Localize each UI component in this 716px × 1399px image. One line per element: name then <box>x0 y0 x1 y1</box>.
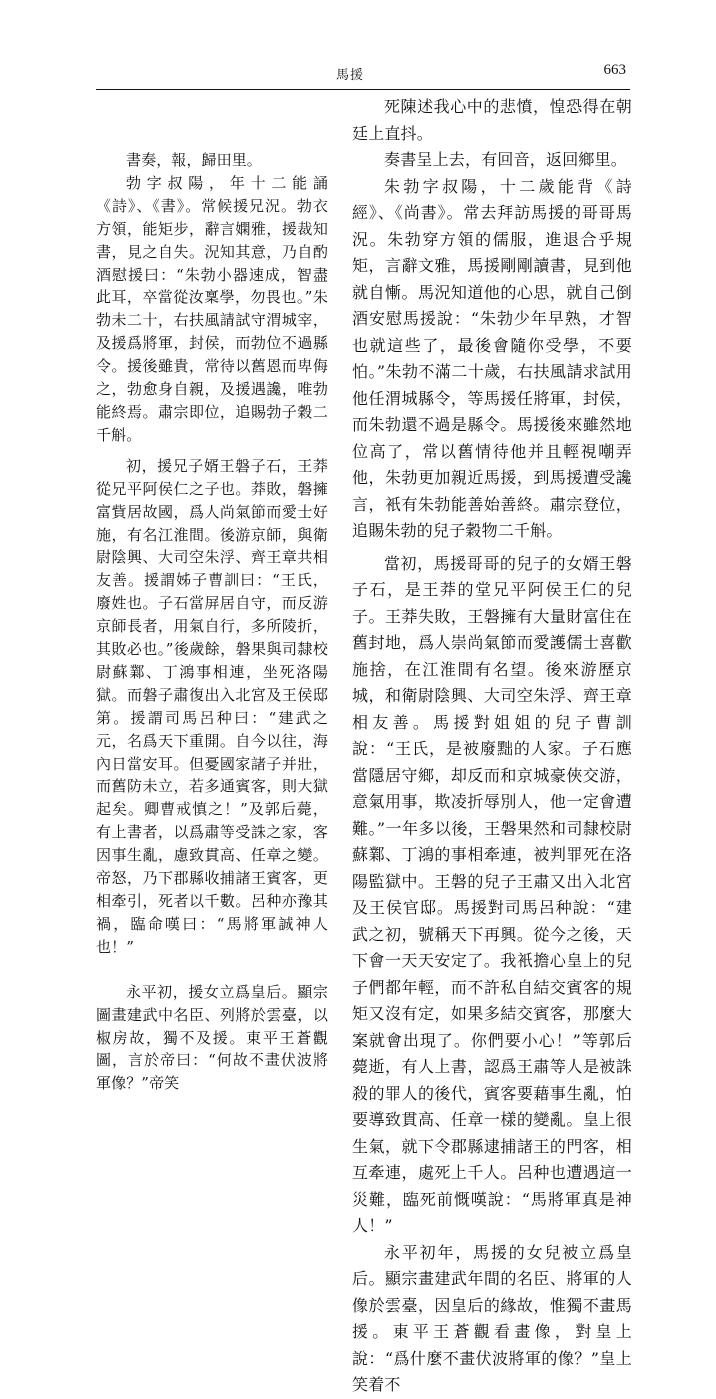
running-title: 馬援 <box>336 68 365 83</box>
right-paragraph-4: 永平初年，馬援的女兒被立爲皇后。顯宗畫建武年間的名臣、將軍的人像於雲臺，因皇后的緣故，惟獨不畫馬援。東平王蒼觀看畫像，對皇上說：“爲什麼不畫伏波將軍的像？”皇上笑着不 <box>352 1242 632 1394</box>
left-paragraph-3: 初，援兄子婿王磐子石，王莽從兄平阿侯仁之子也。莽敗，磐擁富貲居故國，爲人尚氣節而愛士好施，有名江淮間。後游京師，與衛尉陰興、大司空朱浮、齊王章共相友善。援謂姊子曹訓曰：“王氏，廢姓也。子石當屏居自守，而反游京師長者，用氣自行，多所陵折，其敗必也。”後歲餘，磐果與司隸校尉蘇鄴、丁鴻事相連，坐死洛陽獄。而磐子肅復出入北宮及王侯邸第。援謂司馬呂种曰：“建武之元，名爲天下重開。自今以往，海內日當安耳。但憂國家諸子并壯，而舊防未立，若多通賓客，則大獄起矣。卿曹戒慎之！”及郭后薨，有上書者，以爲肅等受誅之家，客因事生亂，慮致貫高、任章之變。帝怒，乃下郡縣收捕諸王賓客，更相牽引，死者以千數。呂种亦豫其禍，臨命嘆曰：“馬將軍誠神人也！” <box>96 456 328 956</box>
right-paragraph-1: 奏書呈上去，有回音，返回鄉里。 <box>384 150 628 169</box>
right-continuation: 死陳述我心中的悲憤，惶恐得在朝廷上直抖。 <box>352 97 632 143</box>
running-header <box>96 60 626 86</box>
classical-chinese-column <box>96 94 328 1095</box>
page-number: 663 <box>603 62 626 78</box>
modern-translation-column <box>352 94 632 1399</box>
left-paragraph-1: 書奏，報，歸田里。 <box>126 151 262 169</box>
header-rule <box>96 89 630 90</box>
left-paragraph-4: 永平初，援女立爲皇后。顯宗圖畫建武中名臣、列將於雲臺，以椒房故，獨不及援。東平王蒼觀圖，言於帝曰：“何故不畫伏波將軍像？”帝笑 <box>96 982 328 1093</box>
right-paragraph-3: 當初，馬援哥哥的兒子的女婿王磐子石，是王莽的堂兄平阿侯王仁的兒子。王莽失敗，王磐擁有大量財富住在舊封地，爲人崇尚氣節而愛護儒士喜歡施捨，在江淮間有名望。後來游歷京城，和衛尉陰興、大司空朱浮、齊王章相友善。馬援對姐姐的兒子曹訓說：“王氏，是被廢黜的人家。子石應當隱居守鄉，却反而和京城豪俠交游，意氣用事，欺凌折辱別人，他一定會遭難。”一年多以後，王磐果然和司隸校尉蘇鄴、丁鴻的事相牽連，被判罪死在洛陽監獄中。王磐的兒子王肅又出入北宮及王侯官邸。馬援對司馬呂种說：“建武之初，號稱天下再興。從今之後，天下會一天天安定了。我衹擔心皇上的兒子們都年輕，而不許私自結交賓客的規矩又沒有定，如果多結交賓客，那麼大案就會出現了。你們要小心！”等郭后薨逝，有人上書，認爲王肅等人是被誅殺的罪人的後代，賓客要藉事生亂，怕要導致貫高、任章一樣的變亂。皇上很生氣，就下令郡縣逮捕諸王的門客，相互牽連，處死上千人。呂种也遭遇這一災難，臨死前慨嘆說：“馬將軍真是神人！” <box>352 553 632 1235</box>
right-paragraph-2: 朱勃字叔陽，十二歲能背《詩經》、《尚書》。常去拜訪馬援的哥哥馬況。朱勃穿方領的儒服，進退合乎規矩，言辭文雅，馬援剛剛讀書，見到他就自慚。馬況知道他的心思，就自己倒酒安慰馬援說：“朱勃少年早熟，才智也就這些了，最後會隨你受學，不要怕。”朱勃不滿二十歲，右扶風請求試用他任渭城縣令，等馬援任將軍，封侯，而朱勃還不過是縣令。馬援後來雖然地位高了，常以舊情待他并且輕視嘲弄他，朱勃更加親近馬援，到馬援遭受讒言，衹有朱勃能善始善終。肅宗登位，追賜朱勃的兒子穀物二千斛。 <box>352 176 632 540</box>
left-paragraph-2: 勃字叔陽，年十二能誦《詩》、《書》。常候援兄況。勃衣方領，能矩步，辭言嫻雅，援裁知書，見之自失。況知其意，乃自酌酒慰援曰：“朱勃小器速成，智盡此耳，卒當從汝稟學，勿畏也。”朱勃未二十，右扶風請試守渭城宰，及援爲將軍，封侯，而勃位不過縣令。援後雖貴，常待以舊恩而卑侮之，勃愈身自親，及援遇讒，唯勃能終焉。肅宗即位，追賜勃子穀二千斛。 <box>96 173 328 444</box>
